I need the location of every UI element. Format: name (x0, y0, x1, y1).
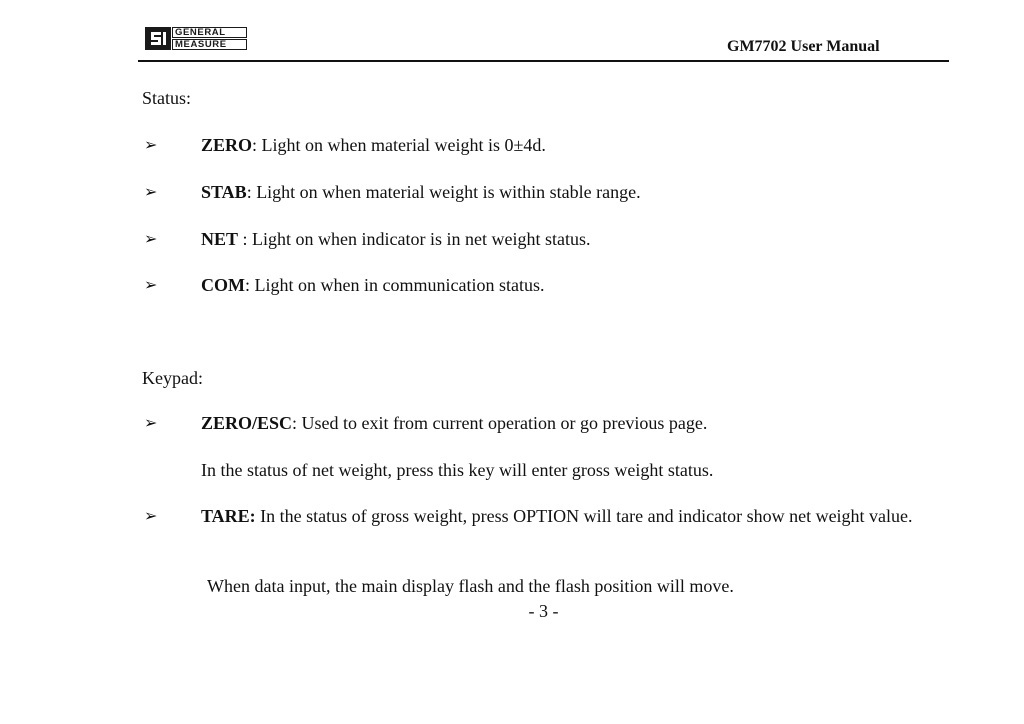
logo-emblem-icon (145, 27, 171, 50)
keypad-item-tare (201, 504, 944, 528)
logo-wordmark (172, 27, 247, 50)
status-item-term: STAB (201, 182, 247, 202)
company-logo (145, 27, 247, 50)
bullet-arrow-icon: ➢ (144, 182, 158, 201)
status-item-net (201, 228, 590, 250)
logo-line-measure: MEASURE (172, 39, 247, 50)
logo-line-general: GENERAL (172, 27, 247, 38)
bullet-arrow-icon: ➢ (144, 229, 158, 248)
status-item-text: : Light on when indicator is in net weight status. (238, 229, 591, 249)
page-number: - 3 - (528, 601, 559, 621)
keypad-item-note: In the status of net weight, press this key will enter gross weight status. (201, 460, 714, 480)
keypad-item-text: In the status of gross weight, press OPTION will tare and indicator show net weight value. (255, 506, 913, 526)
keypad-item-note: When data input, the main display flash and the flash position will move. (207, 576, 734, 596)
status-item-term: ZERO (201, 135, 253, 155)
status-heading: Status: (142, 88, 192, 108)
status-item-com (201, 274, 544, 296)
status-item-term: COM (201, 275, 245, 295)
header-divider (138, 60, 949, 62)
bullet-arrow-icon: ➢ (144, 275, 158, 294)
status-item-text: : Light on when material weight is 0±4d. (252, 135, 546, 155)
status-item-stab (201, 181, 641, 203)
document-title: GM7702 User Manual (727, 38, 880, 55)
bullet-arrow-icon: ➢ (144, 506, 158, 525)
keypad-item-term: TARE: (201, 506, 256, 526)
keypad-item-term: ZERO/ESC (201, 413, 293, 433)
keypad-heading: Keypad: (142, 368, 203, 388)
keypad-item-zero-esc (201, 412, 707, 434)
bullet-arrow-icon: ➢ (144, 135, 158, 154)
status-item-text: : Light on when in communication status. (245, 275, 545, 295)
status-item-term: NET (201, 229, 239, 249)
status-item-text: : Light on when material weight is within stable range. (246, 182, 641, 202)
keypad-item-text: : Used to exit from current operation or go previous page. (292, 413, 708, 433)
bullet-arrow-icon: ➢ (144, 413, 158, 432)
status-item-zero (201, 134, 546, 156)
